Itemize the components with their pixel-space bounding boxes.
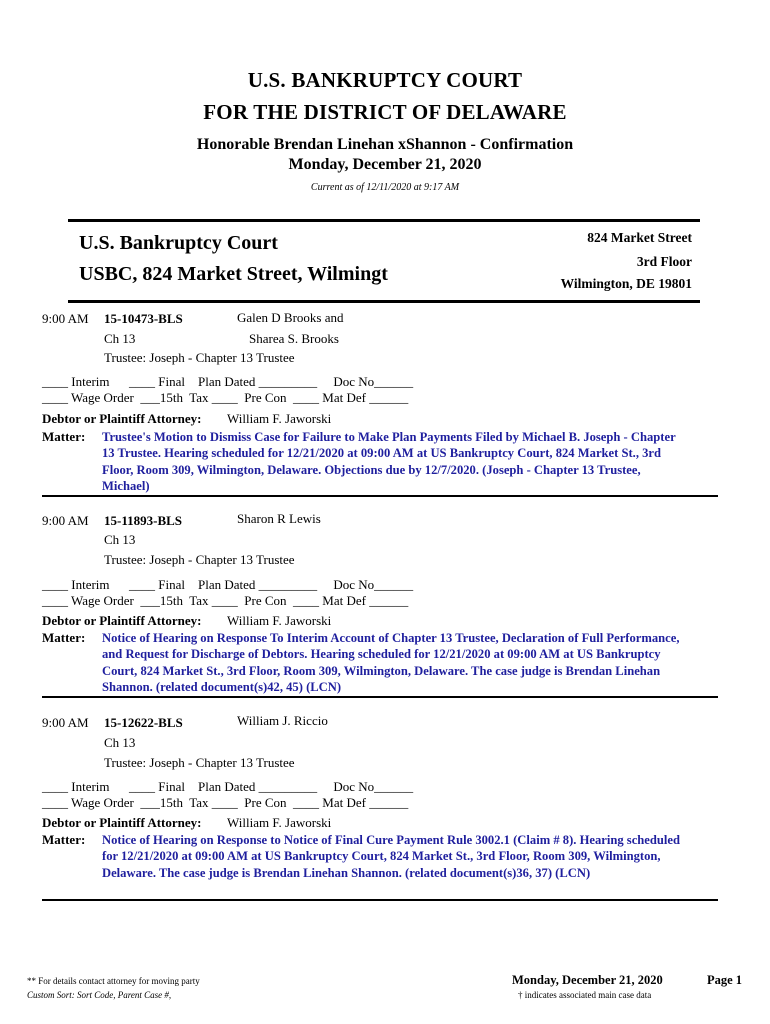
attorney-name: William F. Jaworski [227, 815, 332, 830]
entry-time: 9:00 AM [42, 513, 89, 528]
case-number: 15-11893-BLS [104, 513, 183, 528]
trustee: Trustee: Joseph - Chapter 13 Trustee [104, 350, 295, 365]
footer-note-sort: Custom Sort: Sort Code, Parent Case #, [27, 990, 172, 1000]
attorney-label: Debtor or Plaintiff Attorney: [42, 411, 202, 426]
chapter: Ch 13 [104, 532, 136, 547]
judge-line: Honorable Brendan Linehan xShannon - Confirmation [196, 136, 574, 153]
footer-note-contact: ** For details contact attorney for moving party [27, 976, 200, 986]
matter-label: Matter: [42, 429, 86, 444]
matter-text: Trustee's Motion to Dismiss Case for Failure to Make Plan Payments Filed by Michael B. Joseph - Chapter 13 Trustee. Hearing scheduled for 12/21/2020 at 09:00 AM at US Bankruptcy Court, 824 Market St., 3rd Floor, Room 309, Wilmington, Delaware. Objections due by 12/7/2020. (Joseph - Chapter 13 Trustee, Michael) [102, 430, 676, 493]
chapter: Ch 13 [104, 331, 136, 346]
trustee: Trustee: Joseph - Chapter 13 Trustee [104, 755, 295, 770]
court-title-line1: U.S. BANKRUPTCY COURT [247, 68, 523, 92]
location-city: Wilmington, DE 19801 [560, 276, 692, 291]
trustee: Trustee: Joseph - Chapter 13 Trustee [104, 552, 295, 567]
attorney-name: William F. Jaworski [227, 613, 332, 628]
location-top-rule [68, 219, 700, 222]
court-title-line2: FOR THE DISTRICT OF DELAWARE [203, 100, 567, 124]
matter-label: Matter: [42, 832, 86, 847]
location-address-short: USBC, 824 Market Street, Wilmingt [79, 263, 388, 285]
matter-label: Matter: [42, 630, 86, 645]
entry-separator [42, 899, 718, 901]
page-number: Page 1 [707, 973, 743, 987]
current-as-of: Current as of 12/11/2020 at 9:17 AM [310, 182, 460, 193]
attorney-label: Debtor or Plaintiff Attorney: [42, 815, 202, 830]
party-name-line1: William J. Riccio [237, 713, 328, 728]
hearing-date: Monday, December 21, 2020 [288, 156, 482, 173]
entry-separator [42, 696, 718, 698]
checklist-line1: ____ Interim ____ Final Plan Dated _________ Doc No______ [42, 779, 414, 794]
chapter: Ch 13 [104, 735, 136, 750]
location-street: 824 Market Street [587, 230, 692, 245]
attorney-label: Debtor or Plaintiff Attorney: [42, 613, 202, 628]
entry-time: 9:00 AM [42, 715, 89, 730]
party-name-line1: Sharon R Lewis [237, 511, 321, 526]
case-number: 15-12622-BLS [104, 715, 183, 730]
location-floor: 3rd Floor [636, 254, 692, 269]
attorney-name: William F. Jaworski [227, 411, 332, 426]
entry-separator [42, 495, 718, 497]
footer-date: Monday, December 21, 2020 [512, 973, 663, 987]
checklist-line2: ____ Wage Order ___15th Tax ____ Pre Con ____ Mat Def ______ [42, 795, 409, 810]
checklist-line1: ____ Interim ____ Final Plan Dated _________ Doc No______ [42, 577, 414, 592]
checklist-line2: ____ Wage Order ___15th Tax ____ Pre Con ____ Mat Def ______ [42, 593, 409, 608]
party-name-line1: Galen D Brooks and [237, 310, 344, 325]
checklist-line2: ____ Wage Order ___15th Tax ____ Pre Con ____ Mat Def ______ [42, 390, 409, 405]
location-bottom-rule [68, 300, 700, 303]
party-name-line2: Sharea S. Brooks [249, 331, 339, 346]
matter-text: Notice of Hearing on Response To Interim Account of Chapter 13 Trustee, Declaration of Full Performance, and Request for Discharge of Debtors. Hearing scheduled for 12/21/2020 at 09:00 AM at US Bankruptcy Court, 824 Market St., 3rd Floor, Room 309, Wilmington, Delaware. The case judge is Brendan Linehan Shannon. (related document(s)42, 45) (LCN) [102, 631, 680, 694]
case-number: 15-10473-BLS [104, 311, 183, 326]
entry-time: 9:00 AM [42, 311, 89, 326]
location-name: U.S. Bankruptcy Court [79, 232, 278, 254]
footer-dagger-note: † indicates associated main case data [518, 990, 652, 1000]
matter-text: Notice of Hearing on Response to Notice of Final Cure Payment Rule 3002.1 (Claim # 8). Hearing scheduled for 12/21/2020 at 09:00 AM at US Bankruptcy Court, 824 Market St., 3rd Floor, Room 309, Wilmington, Delaware. The case judge is Brendan Linehan Shannon. (related document(s)36, 37) (LCN) [102, 833, 680, 880]
checklist-line1: ____ Interim ____ Final Plan Dated _________ Doc No______ [42, 374, 414, 389]
